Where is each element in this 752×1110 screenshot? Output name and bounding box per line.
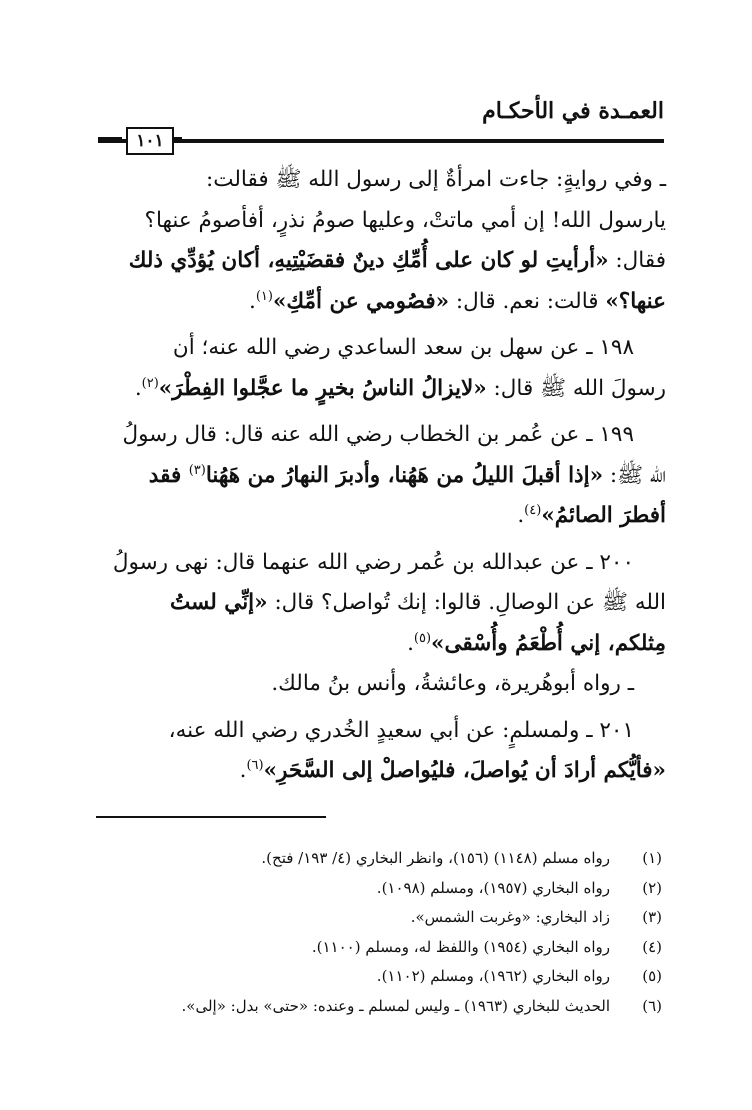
text-line: الله ﷺ: «إذا أقبلَ الليلُ من هَهُنا، وأدبرَ النهارُ من هَهُنا$^{(٣)}$ فقد [148,462,666,488]
footnote-ref: (٢) [141,375,159,391]
hadith-199 [96,415,666,537]
footnotes [100,844,662,1021]
footnote-ref: (٥) [413,630,432,646]
narrators-note: ـ رواه أبوهُريرة، وعائشةُ، وأنس بنُ مالك. [271,671,634,696]
text-line: أفطرَ الصائمُ»$^{(٤)}$. [517,502,666,528]
paragraph-narration [96,160,666,322]
text-line: فقال: «أرأيتِ لو كان على أُمِّكِ دينٌ فقضَيْتِيهِ، أكان يُؤدِّي ذلك [128,248,666,273]
running-header-title: العمـدة في الأحكـام [482,98,664,124]
footnote-separator [96,816,326,818]
footnote-item: (٤) رواه البخاري (١٩٥٤) واللفظ له، ومسلم (١١٠٠). [311,937,662,956]
footnote-item: (٥) رواه البخاري (١٩٦٢)، ومسلم (١١٠٢). [376,967,662,985]
text-line: «فأيُّكم أرادَ أن يُواصلَ، فليُواصلْ إلى السَّحَرِ»$^{(٦)}$. [239,757,666,783]
footnote-ref: (١) [255,288,273,304]
header-rule [98,139,664,143]
footnote-ref: (٣) [188,462,206,478]
page-number: ١٠١ [126,127,174,155]
text-line: يارسول الله! إن أمي ماتتْ، وعليها صومُ نذرٍ، أفأصومُ عنها؟ [144,207,666,233]
main-text [96,160,666,792]
footnote-item: (٢) رواه البخاري (١٩٥٧)، ومسلم (١٠٩٨). [376,878,662,897]
footnote-ref: (٤) [524,502,542,518]
text-line: الله ﷺ عن الوصالِ. قالوا: إنك تُواصل؟ قال: «إنِّي لستُ [169,590,666,615]
footnote-item: (١) رواه مسلم (١١٤٨) (١٥٦)، وانظر البخاري (٤/ ١٩٣/ فتح). [261,849,662,867]
text-line: ٢٠١ ـ ولمسلمٍ: عن أبي سعيدٍ الخُدري رضي الله عنه، [168,717,634,743]
header-rule-dash [98,137,122,141]
text-line: ١٩٩ ـ عن عُمر بن الخطاب رضي الله عنه قال: قال رسولُ [122,422,634,447]
text-line: ١٩٨ ـ عن سهل بن سعد الساعدي رضي الله عنه؛ أن [172,335,634,360]
header-rule-dash [174,137,182,141]
footnote-item: (٦) الحديث للبخاري (١٩٦٣) ـ وليس لمسلم ـ وعنده: «حتى» بدل: «إلى». [181,996,662,1015]
text-line: رسولَ الله ﷺ قال: «لايزالُ الناسُ بخيرٍ ما عجَّلوا الفِطْرَ»$^{(٢)}$. [134,375,666,401]
text-line: ٢٠٠ ـ عن عبدالله بن عُمر رضي الله عنهما قال: نهى رسولُ [112,549,634,575]
footnote-ref: (٦) [246,757,264,773]
text-line: ـ وفي روايةٍ: جاءت امرأةٌ إلى رسول الله ﷺ فقالت: [206,167,666,192]
hadith-200 [96,543,666,665]
text-line: عنها؟» قالت: نعم. قال: «فصُومي عن أمِّكِ»$^{(١)}$. [248,288,666,314]
footnote-item: (٣) زاد البخاري: «وغربت الشمس». [410,908,662,926]
hadith-201 [96,711,666,792]
hadith-198 [96,328,666,409]
text-line: مِثلكم، إني أُطْعَمُ وأُسْقى»$^{(٥)}$. [407,630,666,656]
